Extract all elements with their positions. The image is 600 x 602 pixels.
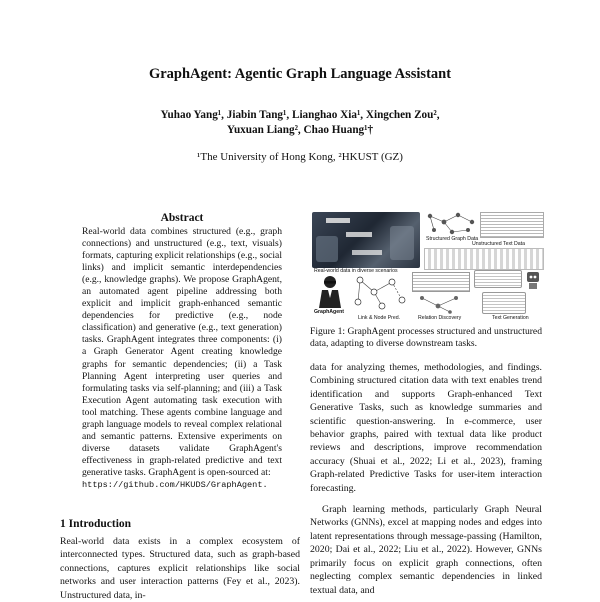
text-block-2 <box>424 248 544 270</box>
figure-caption: Figure 1: GraphAgent processes structured and unstructured data, adapting to diverse downstream tasks. <box>310 326 542 350</box>
agent-icon <box>316 274 344 308</box>
label-structured: Structured Graph Data <box>426 236 479 242</box>
figure-1 <box>312 210 544 325</box>
paper-title: GraphAgent: Agentic Graph Language Assistant <box>148 66 452 82</box>
structured-graph-icon <box>424 210 478 236</box>
unstructured-text-block <box>480 212 544 238</box>
label-agent: GraphAgent <box>314 309 344 315</box>
abstract-heading: Abstract <box>160 212 204 224</box>
right-paragraph-1: data for analyzing themes, methodologies, and findings. Combining structured citation data with text enables trend identification and supports Graph-enhanced Text Generative Tasks, such as knowledge summaries and scientific question-answering. In e-commerce, user behavior graphs, paired with textual data like product reviews and descriptions, improve recommendation accuracy (Shuai et al., 2022; Li et al., 2023), framing Graph-related Predictive Tasks for user-item interaction forecasting. <box>310 362 542 494</box>
repo-link[interactable]: https://github.com/HKUDS/GraphAgent. <box>82 479 268 490</box>
authors-line-2: Yuxuan Liang², Chao Huang¹† <box>226 124 374 136</box>
label-unstructured: Unstructured Text Data <box>472 241 525 247</box>
author-list <box>60 108 540 138</box>
textgen-block-2 <box>482 292 526 314</box>
label-textgen: Text Generation <box>492 315 529 321</box>
label-linknode: Link & Node Pred. <box>358 315 401 321</box>
intro-text: Real-world data exists in a complex ecosystem of interconnected types. Structured data, such as graph-based connections, captures explicit relationships like social networks and user interaction patterns (Fey et al., 2023). Unstructured data, in- <box>60 536 300 601</box>
relation-discovery-icon <box>416 292 466 314</box>
relation-text-block <box>412 272 470 292</box>
link-node-pred-icon <box>352 272 408 312</box>
intro-heading: 1 Introduction <box>60 518 132 530</box>
textgen-block-1 <box>474 270 522 288</box>
abstract-text: Real-world data combines structured (e.g., graph connections) and unstructured (e.g., text, visuals) formats, capturing explicit relationships (e.g., social links) and implicit semantic interdependencies (e.g., knowledge graphs). We propose GraphAgent, an automated agent pipeline addressing both explicit and implicit graph-enhanced semantic dependencies for predictive (e.g., node classification) and generative (e.g., text generation) tasks. GraphAgent integrates three components: (i) a Graph Generator Agent creating knowledge graphs for semantic dependencies; (ii) a Task Planning Agent interpreting user queries and formulating tasks via self-planning; and (iii) a Task Execution Agent automating task execution with tool matching. These agents combine language and graph language models to reveal complex relational and semantic patterns. Extensive experiments on diverse datasets validate GraphAgent's effectiveness in graph-related predictive and text generative tasks. GraphAgent is open-sourced at: <box>82 226 282 478</box>
label-realworld: Real-world data in diverse scenarios <box>314 268 398 274</box>
right-paragraph-2: Graph learning methods, particularly Graph Neural Networks (GNNs), excel at mapping nodes and edges into latent representations through message-passing (Hamilton, 2020; Dai et al., 2022; Liu et al., 2022). However, GNNs primarily focus on explicit graph connections, often neglecting complex semantic dependencies in linked textual data, and <box>310 504 542 596</box>
affiliations: ¹The University of Hong Kong, ²HKUST (GZ) <box>197 151 403 163</box>
right-column <box>310 361 542 597</box>
authors-line-1: Yuhao Yang¹, Jiabin Tang¹, Lianghao Xia¹, Xingchen Zou², <box>160 109 440 121</box>
realworld-scene-image <box>312 212 420 268</box>
robot-icon <box>524 268 542 290</box>
abstract-body <box>82 226 282 491</box>
label-relation: Relation Discovery <box>418 315 462 321</box>
